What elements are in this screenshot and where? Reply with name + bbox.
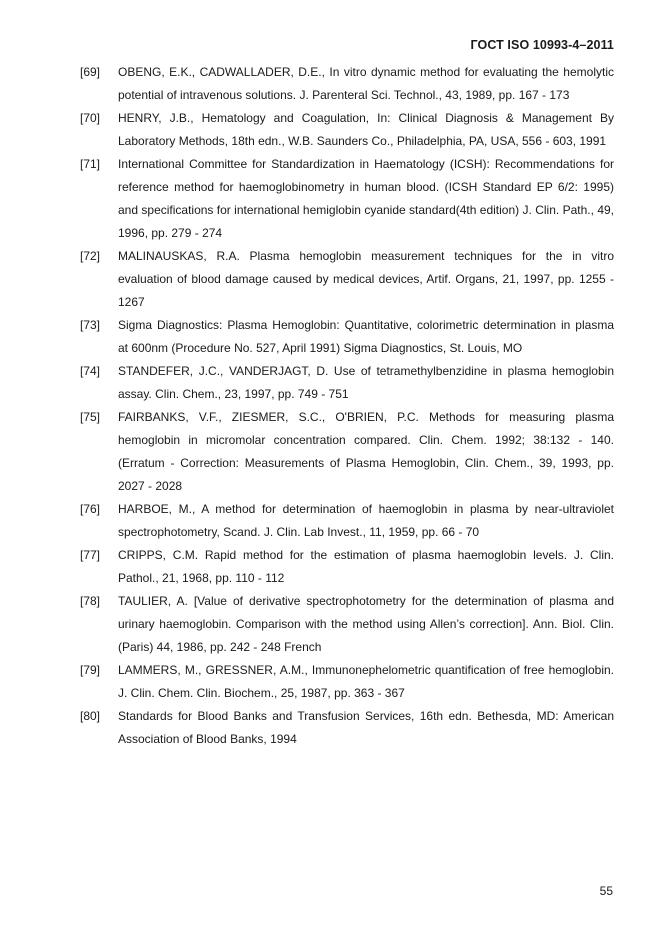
reference-number: [79] (80, 663, 101, 677)
reference-text: OBENG, E.K., CADWALLADER, D.E., In vitro dynamic method for evaluating the hemolytic potential of intravenous solutions. J. Parenteral Sci. Technol., 43, 1989, pp. 167 - 173 (118, 65, 614, 102)
reference-number: [69] (80, 65, 101, 79)
reference-text: Sigma Diagnostics: Plasma Hemoglobin: Quantitative, colorimetric determination in plasma at 600nm (Procedure No. 527, April 1991) Sigma Diagnostics, St. Louis, MO (118, 318, 614, 355)
reference-item (80, 498, 614, 544)
reference-text: FAIRBANKS, V.F., ZIESMER, S.C., O'BRIEN, P.C. Methods for measuring plasma hemoglobin in micromolar concentration compared. Clin. Chem. 1992; 38:132 - 140. (Erratum - Correction: Measurements of Plasma Hemoglobin, Clin. Chem., 39, 1993, pp. 2027 - 2028 (118, 410, 614, 493)
reference-number: [72] (80, 249, 101, 263)
reference-item (80, 153, 614, 245)
reference-text: LAMMERS, M., GRESSNER, A.M., Immunonephelometric quantification of free hemoglobin. J. Clin. Chem. Clin. Biochem., 25, 1987, pp. 363 - 367 (118, 663, 614, 700)
reference-text: STANDEFER, J.C., VANDERJAGT, D. Use of tetramethylbenzidine in plasma hemoglobin assay. Clin. Chem., 23, 1997, pp. 749 - 751 (118, 364, 614, 401)
reference-item (80, 406, 614, 498)
reference-text: MALINAUSKAS, R.A. Plasma hemoglobin measurement techniques for the in vitro evaluation of blood damage caused by medical devices, Artif. Organs, 21, 1997, pp. 1255 - 1267 (118, 249, 614, 309)
reference-item (80, 360, 614, 406)
reference-list (80, 61, 614, 751)
reference-item (80, 61, 614, 107)
reference-number: [80] (80, 709, 101, 723)
page-number: 55 (599, 884, 613, 898)
reference-number: [76] (80, 502, 101, 516)
reference-number: [71] (80, 157, 101, 171)
reference-number: [73] (80, 318, 101, 332)
reference-item (80, 705, 614, 751)
reference-text: CRIPPS, C.M. Rapid method for the estimation of plasma haemoglobin levels. J. Clin. Pathol., 21, 1968, pp. 110 - 112 (118, 548, 614, 585)
reference-number: [77] (80, 548, 101, 562)
reference-item (80, 107, 614, 153)
reference-number: [75] (80, 410, 101, 424)
standard-header: ГОСТ ISO 10993-4–2011 (470, 38, 614, 52)
reference-text: HARBOE, M., A method for determination of haemoglobin in plasma by near-ultraviolet spectrophotometry, Scand. J. Clin. Lab Invest., 11, 1959, pp. 66 - 70 (118, 502, 614, 539)
reference-text: Standards for Blood Banks and Transfusion Services, 16th edn. Bethesda, MD: American Association of Blood Banks, 1994 (118, 709, 614, 746)
reference-text: TAULIER, A. [Value of derivative spectrophotometry for the determination of plasma and urinary haemoglobin. Comparison with the method using Allen’s correction]. Ann. Biol. Clin. (Paris) 44, 1986, pp. 242 - 248 French (118, 594, 614, 654)
reference-number: [74] (80, 364, 101, 378)
reference-item (80, 659, 614, 705)
reference-text: HENRY, J.B., Hematology and Coagulation, In: Clinical Diagnosis & Management By Laboratory Methods, 18th edn., W.B. Saunders Co., Philadelphia, PA, USA, 556 - 603, 1991 (118, 111, 614, 148)
reference-item (80, 314, 614, 360)
reference-item (80, 245, 614, 314)
reference-text: International Committee for Standardization in Haematology (ICSH): Recommendations for reference method for haemoglobinometry in human blood. (ICSH Standard EP 6/2: 1995) and specifications for international hemiglobin cyanide standard(4th edition) J. Clin. Path., 49, 1996, pp. 279 - 274 (118, 157, 614, 240)
reference-number: [78] (80, 594, 101, 608)
reference-number: [70] (80, 111, 101, 125)
reference-item (80, 544, 614, 590)
reference-item (80, 590, 614, 659)
